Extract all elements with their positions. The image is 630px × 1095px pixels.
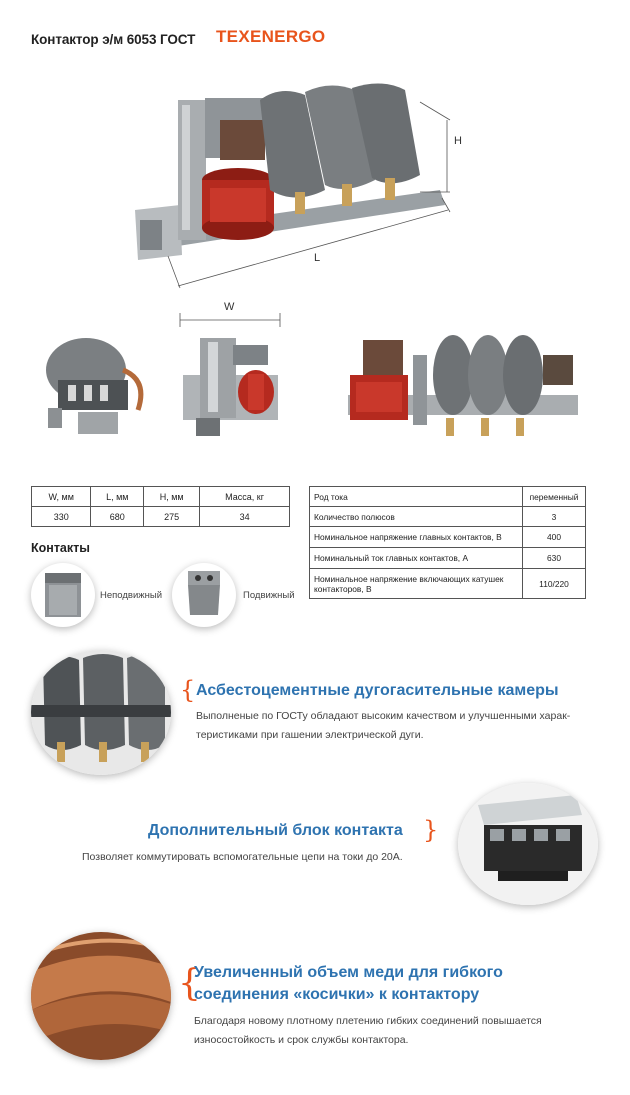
specifications-table [309, 486, 586, 599]
table-row [310, 548, 586, 569]
contacts-heading: Контакты [31, 541, 90, 555]
feature-1-brace: { [180, 676, 196, 704]
spec-label-cell: Род тока [310, 487, 523, 507]
feature-1-text-line2: теристиками при гашении электрической дуги. [196, 729, 424, 741]
copper-braid-image [31, 932, 171, 1060]
feature-1-text-line1: Выполненые по ГОСТу обладают высоким качеством и улучшенными харак- [196, 710, 571, 722]
contactor-side-view-image [178, 330, 283, 440]
feature-3-text-line2: износостойкость и срок службы контактора. [194, 1034, 409, 1046]
dimension-l-label: L [314, 252, 321, 264]
dim-header-cell: W, мм [32, 487, 91, 507]
contactor-top-view-image [338, 330, 590, 440]
spec-value-cell: 630 [523, 548, 586, 569]
spec-label-cell: Количество полюсов [310, 507, 523, 527]
feature-2-title: Дополнительный блок контакта [148, 822, 403, 839]
width-dimension-line [178, 313, 283, 327]
table-row [310, 487, 586, 507]
page-title: Контактор э/м 6053 ГОСТ [31, 31, 196, 47]
dim-header-cell: L, мм [91, 487, 144, 507]
spec-value-cell: 110/220 [523, 569, 586, 599]
contactor-main-image [120, 80, 480, 295]
feature-2-text: Позволяет коммутировать вспомогательные цепи на токи до 20А. [82, 851, 403, 863]
arc-chambers-image [31, 650, 171, 775]
dim-value-cell: 34 [200, 507, 290, 527]
dim-value-cell: 275 [144, 507, 200, 527]
table-row [310, 527, 586, 548]
moving-contact-image [172, 563, 236, 627]
dimensions-table [31, 486, 290, 527]
spec-value-cell: 400 [523, 527, 586, 548]
feature-3-brace: { [178, 963, 201, 1004]
feature-3-title-line2: соединения «косички» к контактору [194, 986, 480, 1003]
spec-label-cell: Номинальный ток главных контактов, А [310, 548, 523, 569]
table-row [310, 507, 586, 527]
feature-1-title: Асбестоцементные дугогасительные камеры [196, 682, 559, 699]
dim-value-cell: 330 [32, 507, 91, 527]
brand-logo: TEXENERGO [216, 27, 326, 46]
dimensions-header-row [32, 487, 290, 507]
spec-value-cell: 3 [523, 507, 586, 527]
spec-value-cell: переменный [523, 487, 586, 507]
fixed-contact-label: Неподвижный [100, 590, 162, 601]
moving-contact-label: Подвижный [243, 590, 295, 601]
contactor-front-view-image [38, 330, 156, 440]
spec-label-cell: Номинальное напряжение включающих катушек контакторов, В [310, 569, 523, 599]
feature-2-brace: } [423, 816, 439, 844]
feature-3-title-line1: Увеличенный объем меди для гибкого [194, 964, 503, 981]
dim-header-cell: H, мм [144, 487, 200, 507]
spec-label-cell: Номинальное напряжение главных контактов, В [310, 527, 523, 548]
dim-header-cell: Масса, кг [200, 487, 290, 507]
dimensions-value-row [32, 507, 290, 527]
dimension-w-label: W [224, 301, 235, 313]
fixed-contact-image [31, 563, 95, 627]
auxiliary-contact-block-image [458, 783, 598, 905]
page-header [31, 28, 195, 50]
table-row [310, 569, 586, 599]
dim-value-cell: 680 [91, 507, 144, 527]
dimension-h-label: H [454, 135, 462, 147]
feature-3-text-line1: Благодаря новому плотному плетению гибких соединений повышается [194, 1015, 542, 1027]
